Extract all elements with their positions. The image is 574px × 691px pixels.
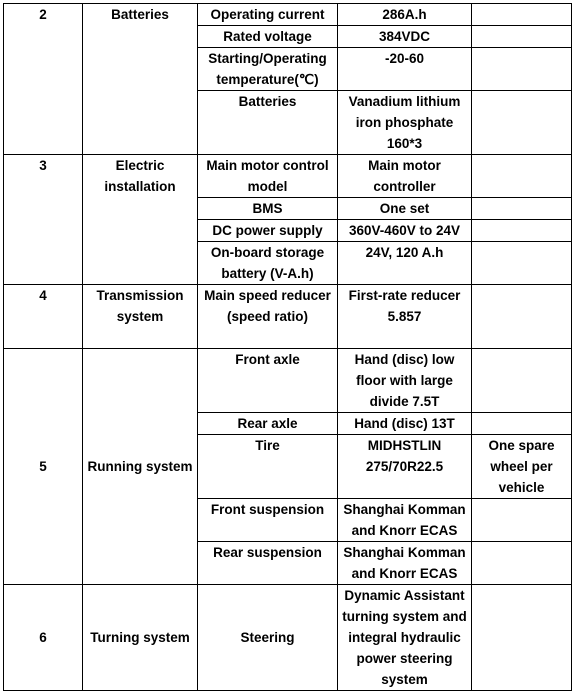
item-note [472, 413, 572, 435]
item-name: Steering [198, 585, 338, 691]
spec-table [3, 3, 572, 691]
item-note [472, 220, 572, 242]
item-name: Operating current [198, 4, 338, 26]
item-spec: Dynamic Assistant turning system and integral hydraulic power steering system [338, 585, 472, 691]
table-row [4, 585, 572, 691]
item-note [472, 285, 572, 349]
row-number: 3 [4, 155, 83, 285]
item-spec: First-rate reducer 5.857 [338, 285, 472, 349]
system-name: Batteries [83, 4, 198, 155]
system-name: Electric installation [83, 155, 198, 285]
row-number: 2 [4, 4, 83, 155]
item-spec: MIDHSTLIN 275/70R22.5 [338, 435, 472, 499]
item-name: Main speed reducer (speed ratio) [198, 285, 338, 349]
item-note [472, 48, 572, 91]
item-name: Rear suspension [198, 542, 338, 585]
item-note [472, 198, 572, 220]
item-spec: One set [338, 198, 472, 220]
item-spec: -20-60 [338, 48, 472, 91]
row-number: 6 [4, 585, 83, 691]
table-row [4, 349, 572, 413]
item-note: One spare wheel per vehicle [472, 435, 572, 499]
item-spec: Hand (disc) low floor with large divide 7.5T [338, 349, 472, 413]
item-note [472, 349, 572, 413]
item-note [472, 155, 572, 198]
item-name: DC power supply [198, 220, 338, 242]
item-spec [338, 242, 472, 285]
table-row [4, 4, 572, 26]
item-name: Rated voltage [198, 26, 338, 48]
item-name: Starting/Operating temperature(℃) [198, 48, 338, 91]
item-note [472, 91, 572, 155]
system-name: Running system [83, 349, 198, 585]
item-note [472, 4, 572, 26]
table-row [4, 155, 572, 198]
item-note [472, 585, 572, 691]
item-spec: 286A.h [338, 4, 472, 26]
item-name: Main motor control model [198, 155, 338, 198]
item-note [472, 542, 572, 585]
storage-battery-spec: 24V, 120 A.h [365, 245, 444, 260]
item-name: Front suspension [198, 499, 338, 542]
system-name: Transmission system [83, 285, 198, 349]
item-name: On-board storage battery (V-A.h) [198, 242, 338, 285]
item-note [472, 242, 572, 285]
item-spec: 384VDC [338, 26, 472, 48]
row-number: 4 [4, 285, 83, 349]
row-number: 5 [4, 349, 83, 585]
item-name: Rear axle [198, 413, 338, 435]
table-row [4, 285, 572, 349]
item-note [472, 26, 572, 48]
item-note [472, 499, 572, 542]
item-spec: Main motor controller [338, 155, 472, 198]
item-spec: Hand (disc) 13T [338, 413, 472, 435]
system-name: Turning system [83, 585, 198, 691]
item-spec: Vanadium lithium iron phosphate 160*3 [338, 91, 472, 155]
item-name: Front axle [198, 349, 338, 413]
item-name: Batteries [198, 91, 338, 155]
item-name: BMS [198, 198, 338, 220]
item-name: Tire [198, 435, 338, 499]
item-spec: Shanghai Komman and Knorr ECAS [338, 542, 472, 585]
item-spec: Shanghai Komman and Knorr ECAS [338, 499, 472, 542]
item-spec: 360V-460V to 24V [338, 220, 472, 242]
